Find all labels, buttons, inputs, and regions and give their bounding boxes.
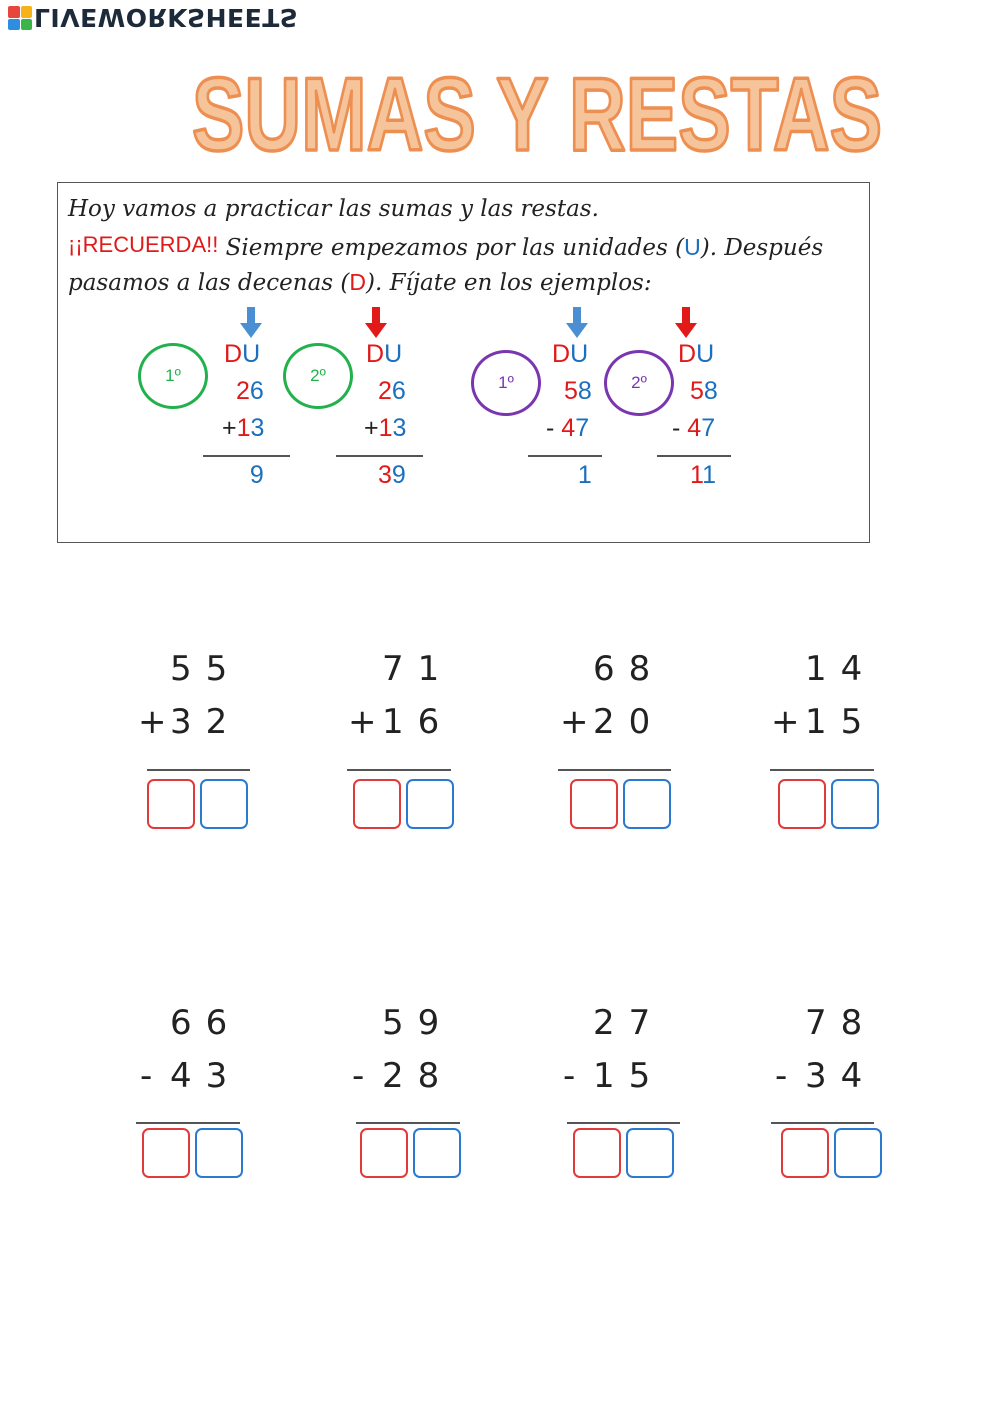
- answer-units-box[interactable]: [626, 1128, 674, 1178]
- step-circle: 1º: [138, 343, 208, 409]
- answer-tens-box[interactable]: [142, 1128, 190, 1178]
- result-number: [236, 457, 264, 494]
- units-header: U: [384, 340, 403, 368]
- instruction-line-3: [68, 264, 652, 301]
- exercise-bottom-number: 20: [593, 702, 665, 742]
- answer-tens-box[interactable]: [781, 1128, 829, 1178]
- answer-units-box[interactable]: [200, 779, 248, 829]
- exercise-sum-line: [136, 1122, 240, 1124]
- answer-units-box[interactable]: [623, 779, 671, 829]
- exercise-operator: +: [560, 702, 603, 742]
- logo-text: LIVEWORKSHEETS: [34, 3, 299, 32]
- units-digit: 7: [575, 414, 590, 442]
- top-number: [564, 373, 592, 410]
- units-header: U: [242, 340, 261, 368]
- exercise-bottom-number: 32: [170, 702, 242, 742]
- place-value-header: [552, 336, 588, 373]
- bottom-number: [546, 410, 589, 447]
- exercise-top-number: 68: [593, 649, 665, 689]
- answer-units-box[interactable]: [834, 1128, 882, 1178]
- answer-tens-box[interactable]: [360, 1128, 408, 1178]
- exercise-bottom-number: 15: [805, 702, 877, 742]
- exercise-bottom-number: 16: [382, 702, 454, 742]
- exercise-sum-line: [356, 1122, 460, 1124]
- place-value-header: [224, 336, 260, 373]
- exercise-bottom-number: 28: [382, 1056, 454, 1096]
- exercise-top-number: 78: [805, 1003, 877, 1043]
- tens-digit: 2: [236, 377, 250, 405]
- units-digit: 1: [577, 461, 592, 489]
- operator: -: [546, 414, 555, 442]
- tens-digit: 1: [236, 414, 251, 442]
- exercise-sum-line: [567, 1122, 680, 1124]
- exercise-top-number: 14: [805, 649, 877, 689]
- exercise-sum-line: [771, 1122, 874, 1124]
- arrow-down-blue-icon: [566, 307, 588, 339]
- answer-tens-box[interactable]: [570, 779, 618, 829]
- result-number: [690, 457, 716, 494]
- exercise-operator: -: [563, 1056, 590, 1096]
- answer-units-box[interactable]: [831, 779, 879, 829]
- instruction-text: pasamos a las decenas (: [68, 270, 350, 296]
- operator: +: [364, 414, 379, 442]
- units-digit: 6: [391, 377, 406, 405]
- answer-units-box[interactable]: [413, 1128, 461, 1178]
- exercise-sum-line: [770, 769, 874, 771]
- units-digit: 3: [392, 414, 407, 442]
- instruction-line-1: Hoy vamos a practicar las sumas y las restas.: [68, 196, 599, 222]
- recuerda-label: ¡¡RECUERDA!!: [68, 232, 219, 257]
- exercise-operator: +: [138, 702, 181, 742]
- tens-digit: 1: [378, 414, 393, 442]
- exercise-operator: +: [348, 702, 391, 742]
- place-value-header: [678, 336, 714, 373]
- exercise-bottom-number: 34: [805, 1056, 877, 1096]
- exercise-top-number: 66: [170, 1003, 242, 1043]
- units-letter: U: [684, 234, 701, 260]
- top-number: [690, 373, 718, 410]
- units-digit: 8: [703, 377, 718, 405]
- tens-header: D: [366, 340, 385, 368]
- arrow-down-red-icon: [675, 307, 697, 339]
- tens-digit: 5: [564, 377, 578, 405]
- instruction-line-2: [68, 227, 823, 266]
- units-digit: 8: [577, 377, 592, 405]
- tens-header: D: [224, 340, 243, 368]
- tens-digit: 1: [690, 461, 703, 489]
- exercise-top-number: 27: [593, 1003, 665, 1043]
- page-title: [185, 52, 890, 170]
- step-circle: 1º: [471, 350, 541, 416]
- exercise-bottom-number: 43: [170, 1056, 242, 1096]
- tens-digit: 4: [687, 414, 702, 442]
- tens-digit: 5: [690, 377, 704, 405]
- exercise-sum-line: [558, 769, 671, 771]
- units-digit: 9: [391, 461, 406, 489]
- bottom-number: [672, 410, 715, 447]
- units-header: U: [570, 340, 589, 368]
- exercise-operator: +: [771, 702, 814, 742]
- step-circle: 2º: [283, 343, 353, 409]
- units-digit: 9: [249, 461, 264, 489]
- arrow-down-red-icon: [365, 307, 387, 339]
- top-number: [378, 373, 406, 410]
- answer-units-box[interactable]: [406, 779, 454, 829]
- answer-tens-box[interactable]: [353, 779, 401, 829]
- tens-digit: 3: [378, 461, 392, 489]
- units-digit: 3: [250, 414, 265, 442]
- tens-digit: 2: [378, 377, 392, 405]
- tens-digit: 4: [561, 414, 576, 442]
- answer-units-box[interactable]: [195, 1128, 243, 1178]
- units-digit: 1: [702, 461, 716, 489]
- exercise-top-number: 71: [382, 649, 454, 689]
- tens-header: D: [552, 340, 571, 368]
- exercise-sum-line: [147, 769, 250, 771]
- logo-mark-icon: [8, 6, 32, 30]
- page-title-text: SUMAS Y RESTAS: [192, 57, 882, 170]
- exercise-operator: -: [775, 1056, 802, 1096]
- instruction-text: ). Fíjate en los ejemplos:: [366, 270, 652, 296]
- units-header: U: [696, 340, 715, 368]
- place-value-header: [366, 336, 402, 373]
- bottom-number: [222, 410, 264, 447]
- top-number: [236, 373, 264, 410]
- answer-tens-box[interactable]: [778, 779, 826, 829]
- tens-header: D: [678, 340, 697, 368]
- exercise-bottom-number: 15: [593, 1056, 665, 1096]
- result-number: [564, 457, 592, 494]
- liveworksheets-logo: [8, 2, 299, 32]
- units-digit: 7: [701, 414, 716, 442]
- exercise-top-number: 59: [382, 1003, 454, 1043]
- exercise-operator: -: [352, 1056, 379, 1096]
- tens-letter: D: [349, 269, 366, 295]
- exercise-operator: -: [140, 1056, 167, 1096]
- exercise-top-number: 55: [170, 649, 242, 689]
- exercise-sum-line: [347, 769, 451, 771]
- result-number: [378, 457, 406, 494]
- answer-tens-box[interactable]: [573, 1128, 621, 1178]
- operator: -: [672, 414, 681, 442]
- operator: +: [222, 414, 237, 442]
- step-circle: 2º: [604, 350, 674, 416]
- arrow-down-blue-icon: [240, 307, 262, 339]
- units-digit: 6: [249, 377, 264, 405]
- answer-tens-box[interactable]: [147, 779, 195, 829]
- instruction-text: Siempre empezamos por las unidades (: [225, 235, 685, 261]
- bottom-number: [364, 410, 406, 447]
- instruction-text: ). Después: [700, 235, 824, 261]
